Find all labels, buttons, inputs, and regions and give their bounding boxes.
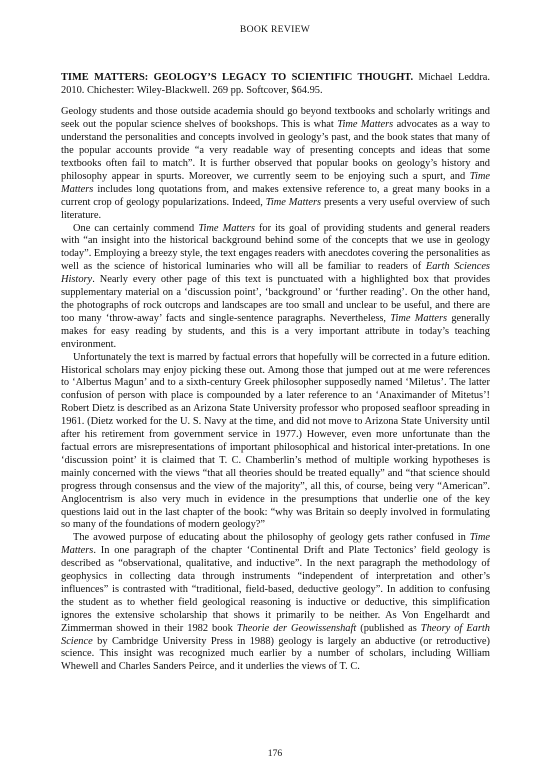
paragraph <box>61 352 490 533</box>
italic-run: Time Matters <box>265 196 322 208</box>
text-run: Unfortunately the text is marred by factual errors that hopefully will be corrected in a future edition. Historical scholars may enjoy picking these out. Among those that jumped out at me were references to ‘Albertus Magun’ and to a sixth-century Greek philosopher supposedly named ‘Miletus’. The latter confusion of person with place is compounded by a later reference to an ‘Anaximander of Mitetus’! Robert Dietz is described as an Arizona State University professor who proposed seafloor spreading in 1961. (Dietz worked for the U. S. Navy at the time, and did not move to Arizona State University until after his retirement from government service in 1977.) However, even more unfortunate than the factual errors are misrepresentations of important philosophical and historical inter-pretations. In one ‘discussion point’ it is claimed that T. C. Chamberlin’s method of multiple working hypotheses is mainly concerned with the views “that all theories should be treated equally” and “that science should progress through consensus and the view of the majority”, all this, of course, being very “American”. Anglocentrism is also very much in evidence in the presumptions that underlie one of the key questions laid out in the last chapter of the book: “why was Britain so deeply involved in formulating so many of the foundations of modern geology?” <box>61 351 490 531</box>
text-run: for its goal of providing students and general readers with “an insight into the historical background behind some of the concepts that we use in geology today”. Employing a breezy style, the text engages readers with anecdotes covering the personalities as well as the science of historical luminaries who will all be familiar to readers of <box>61 222 490 273</box>
italic-run: Theory of Earth Science <box>61 622 490 647</box>
text-run: presents a very useful overview of such literature. <box>61 196 491 221</box>
text-run: (published as <box>356 622 421 634</box>
text-run: The avowed purpose of educating about the philosophy of geology gets rather confused in <box>73 532 470 544</box>
paragraph <box>61 223 490 352</box>
text-run: advocates as a way to understand the personalities and concepts involved in geology’s past, and the book states that many of the popular accounts provide “a very readable way of presenting concepts and ideas that some textbooks often fail to match”. It is further observed that popular books on geology’s history and philosophy appear in spurts. Moreover, we currently seem to be enjoying such a spurt, and <box>61 119 490 182</box>
book-citation: Michael Leddra. 2010. Chichester: Wiley-Blackwell. 269 pp. Softcover, $64.95. <box>61 72 490 97</box>
page-number: 176 <box>267 748 283 759</box>
italic-run: Time Matters <box>198 222 255 234</box>
running-head: BOOK REVIEW <box>239 24 311 35</box>
text-run: One can certainly commend <box>73 222 199 234</box>
paragraph <box>61 106 490 222</box>
text-run: . Nearly every other page of this text is punctuated with a highlighted box that provides supplementary material on a ‘discussion point’, ‘background’ or ‘further reading’. On the other hand, the photographs of rock outcrops and landscapes are too small and unclear to be useful, and there are too many ‘throw-away’ facts and single-sentence paragraphs. Nevertheless, <box>61 274 490 324</box>
review-body <box>61 71 490 674</box>
italic-run: Time Matters <box>61 170 490 195</box>
text-run: . In one paragraph of the chapter ‘Continental Drift and Plate Tectonics’ field geology is described as “observational, qualitative, and inductive”. In the next paragraph the methodology of geophysics in collecting data through instruments “independent of interpretation and other’s influences” is contrasted with “traditional, field-based, deductive geology”. In addition to confusing the student as to whether field geological reasoning is inductive or deductive, this simplification ignores the extensive scholarship that shows it primarily to be neither. As Von Engelhardt and Zimmerman showed in their 1982 book <box>61 545 490 634</box>
text-run: includes long quotations from, and makes extensive reference to, a great many books in a current crop of geology popularizations. Indeed, <box>61 183 490 208</box>
paragraph <box>61 532 490 674</box>
review-heading <box>61 71 490 97</box>
italic-run: Theorie der Geowissenshaft <box>236 622 357 634</box>
italic-run: Time Matters <box>61 532 490 557</box>
italic-run: Earth Sciences History <box>61 261 490 286</box>
italic-run: Time Matters <box>390 312 448 324</box>
text-run: Geology students and those outside academia should go beyond textbooks and scholarly writings and seek out the popular science shelves of bookshops. This is what <box>61 106 490 131</box>
italic-run: Time Matters <box>337 119 394 131</box>
book-title: TIME MATTERS: GEOLOGY’S LEGACY TO SCIENTIFIC THOUGHT. <box>61 72 414 83</box>
text-run: by Cambridge University Press in 1988) geology is largely an abductive (or retroductive) science. This insight was recognized much earlier by a number of scholars, including William Whewell and Charles Sanders Peirce, and it underlies the views of T. C. <box>61 635 490 673</box>
text-run: generally makes for easy reading by students, and this is a very important attribute in today’s teaching environment. <box>61 312 490 350</box>
